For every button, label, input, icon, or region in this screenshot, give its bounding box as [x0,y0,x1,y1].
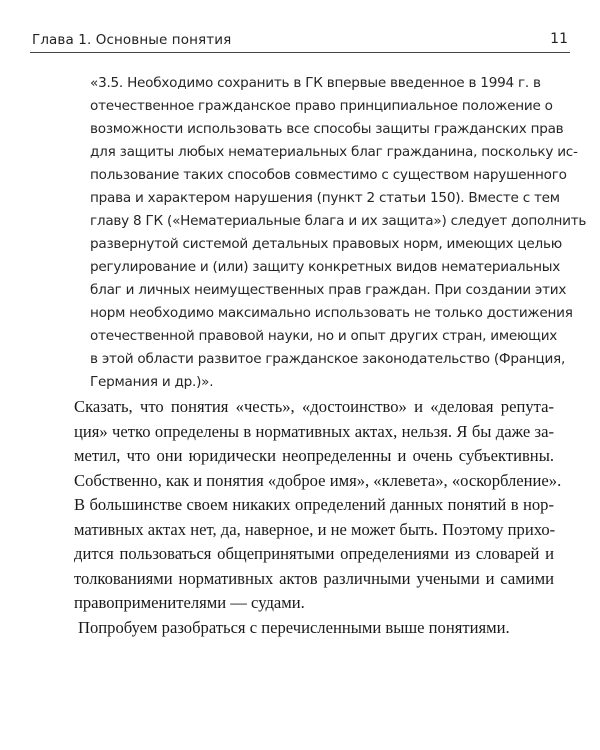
page-number: 11 [550,31,568,47]
body-line: толкованиями нормативных актов различными учеными и самими [74,568,554,588]
quote-line: главу 8 ГК («Нематериальные блага и их защита») следует дополнить [90,213,587,229]
body-line: В большинстве своем никаких определений данных понятий в нор- [74,495,554,514]
quote-line: благ и личных неимущественных прав граждан. При создании этих [90,282,567,298]
quote-line: в этой области развитое гражданское законодательство (Франция, [90,351,566,367]
quote-line: Германия и др.)». [90,374,214,390]
block-quote [90,72,587,394]
body-line: ция» четко определены в нормативных актах, нельзя. Я бы даже за- [74,421,554,441]
quote-line: регулирование и (или) защиту конкретных видов нематериальных [90,259,561,275]
quote-line: норм необходимо максимально использовать не только достижения [90,305,573,321]
body-line: Собственно, как и понятия «доброе имя», «клевета», «оскорбление». [74,470,562,490]
body-line: дится пользоваться общепринятыми определениями из словарей и [74,544,554,563]
quote-line: возможности использовать все способы защиты гражданских прав [90,121,564,137]
quote-line: отечественной правовой науки, но и опыт других стран, имеющих [90,328,558,344]
quote-line: развернутой системой детальных правовых норм, имеющих целью [90,236,562,252]
quote-line: права и характером нарушения (пункт 2 статьи 150). Вместе с тем [90,190,560,206]
body-line: Сказать, что понятия «честь», «достоинство» и «деловая репута- [74,397,554,416]
body-text [74,395,562,640]
quote-line: отечественное гражданское право принципиальное положение о [90,98,553,114]
running-header [30,28,570,53]
quote-line: «3.5. Необходимо сохранить в ГК впервые введенное в 1994 г. в [90,75,541,91]
body-line: Попробуем разобраться с перечисленными выше понятиями. [78,617,510,637]
quote-line: пользование таких способов совместимо с существом нарушенного [90,167,567,183]
body-line: правоприменителями — судами. [74,593,305,612]
chapter-title: Глава 1. Основные понятия [32,32,232,48]
body-line: метил, что они юридически неопределенны и очень субъективны. [74,446,554,465]
body-line: мативных актах нет, да, наверное, и не может быть. Поэтому прихо- [74,519,556,539]
quote-line: для защиты любых нематериальных благ гражданина, поскольку ис- [90,144,578,160]
